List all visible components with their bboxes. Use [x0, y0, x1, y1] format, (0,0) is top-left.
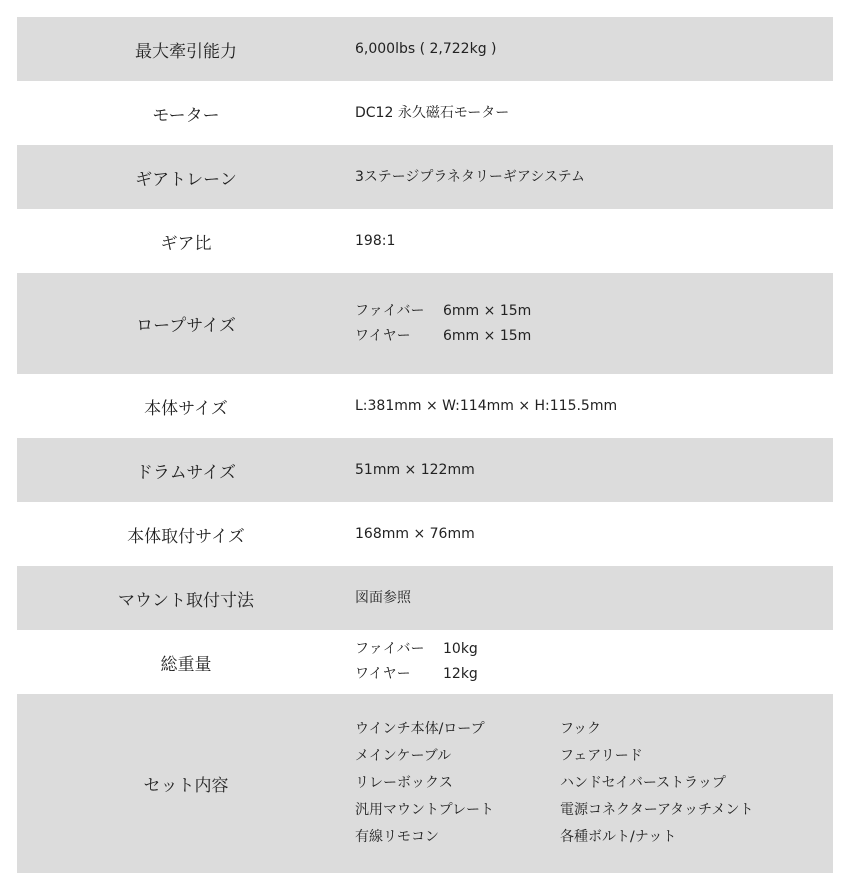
- contents-item: ハンドセイバーストラップ: [560, 775, 726, 791]
- spec-row-mount-dimensions: [17, 566, 833, 630]
- spec-value: 6,000lbs ( 2,722kg ): [355, 40, 497, 57]
- spec-value: [355, 299, 833, 349]
- spec-label: マウント取付寸法: [118, 590, 254, 611]
- spec-value: 168mm × 76mm: [355, 525, 475, 542]
- spec-row-max-pull: [17, 17, 833, 81]
- spec-row-total-weight: [17, 630, 833, 694]
- spec-label: 本体取付サイズ: [127, 526, 245, 547]
- spec-line: [355, 324, 833, 349]
- spec-line-key: ワイヤー: [355, 666, 411, 682]
- spec-value: [355, 716, 833, 851]
- spec-label: ギア比: [160, 233, 212, 254]
- spec-label: 総重量: [160, 654, 212, 675]
- spec-line-value: 6mm × 15m: [443, 327, 532, 344]
- spec-line: [355, 299, 833, 324]
- spec-value: L:381mm × W:114mm × H:115.5mm: [355, 397, 618, 414]
- contents-item: フック: [560, 721, 602, 737]
- spec-label: ギアトレーン: [135, 169, 237, 190]
- spec-label: セット内容: [143, 776, 229, 796]
- spec-row-rope-size: [17, 273, 833, 374]
- contents-item: 電源コネクターアタッチメント: [560, 802, 754, 818]
- spec-row-drum-size: [17, 438, 833, 502]
- spec-value: DC12 永久磁石モーター: [355, 104, 510, 121]
- contents-item: メインケーブル: [355, 748, 452, 764]
- spec-line-key: ファイバー: [355, 302, 425, 319]
- spec-line-key: ファイバー: [355, 641, 425, 657]
- contents-item: 各種ボルト/ナット: [560, 829, 677, 845]
- spec-label: モーター: [152, 105, 220, 126]
- spec-line-value: 12kg: [443, 666, 478, 682]
- spec-value: [355, 637, 833, 687]
- spec-value: 51mm × 122mm: [355, 461, 475, 478]
- spec-line: [355, 662, 833, 687]
- spec-row-mount-size: [17, 502, 833, 566]
- contents-item: 汎用マウントプレート: [355, 802, 495, 818]
- spec-row-gear-ratio: [17, 209, 833, 273]
- spec-row-gear-train: [17, 145, 833, 209]
- spec-row-motor: [17, 81, 833, 145]
- spec-value: 3ステージプラネタリーギアシステム: [355, 168, 585, 185]
- spec-label: 本体サイズ: [144, 398, 228, 419]
- spec-line-value: 10kg: [443, 641, 478, 657]
- contents-item: 有線リモコン: [355, 829, 439, 845]
- spec-line: [355, 637, 833, 662]
- spec-label: 最大牽引能力: [135, 41, 237, 62]
- spec-table: [17, 17, 833, 873]
- spec-line-value: 6mm × 15m: [443, 302, 532, 319]
- contents-item: リレーボックス: [355, 775, 453, 791]
- contents-column-right: [560, 716, 765, 851]
- spec-row-body-size: [17, 374, 833, 438]
- contents-item: フェアリード: [560, 748, 643, 764]
- spec-value: 図面参照: [355, 589, 411, 606]
- contents-item: ウインチ本体/ロープ: [355, 721, 485, 737]
- spec-value: 198:1: [355, 232, 396, 249]
- spec-label: ドラムサイズ: [135, 462, 237, 483]
- spec-row-set-contents: [17, 694, 833, 873]
- spec-label: ロープサイズ: [136, 316, 236, 336]
- contents-column-left: [355, 716, 560, 851]
- spec-line-key: ワイヤー: [355, 327, 411, 344]
